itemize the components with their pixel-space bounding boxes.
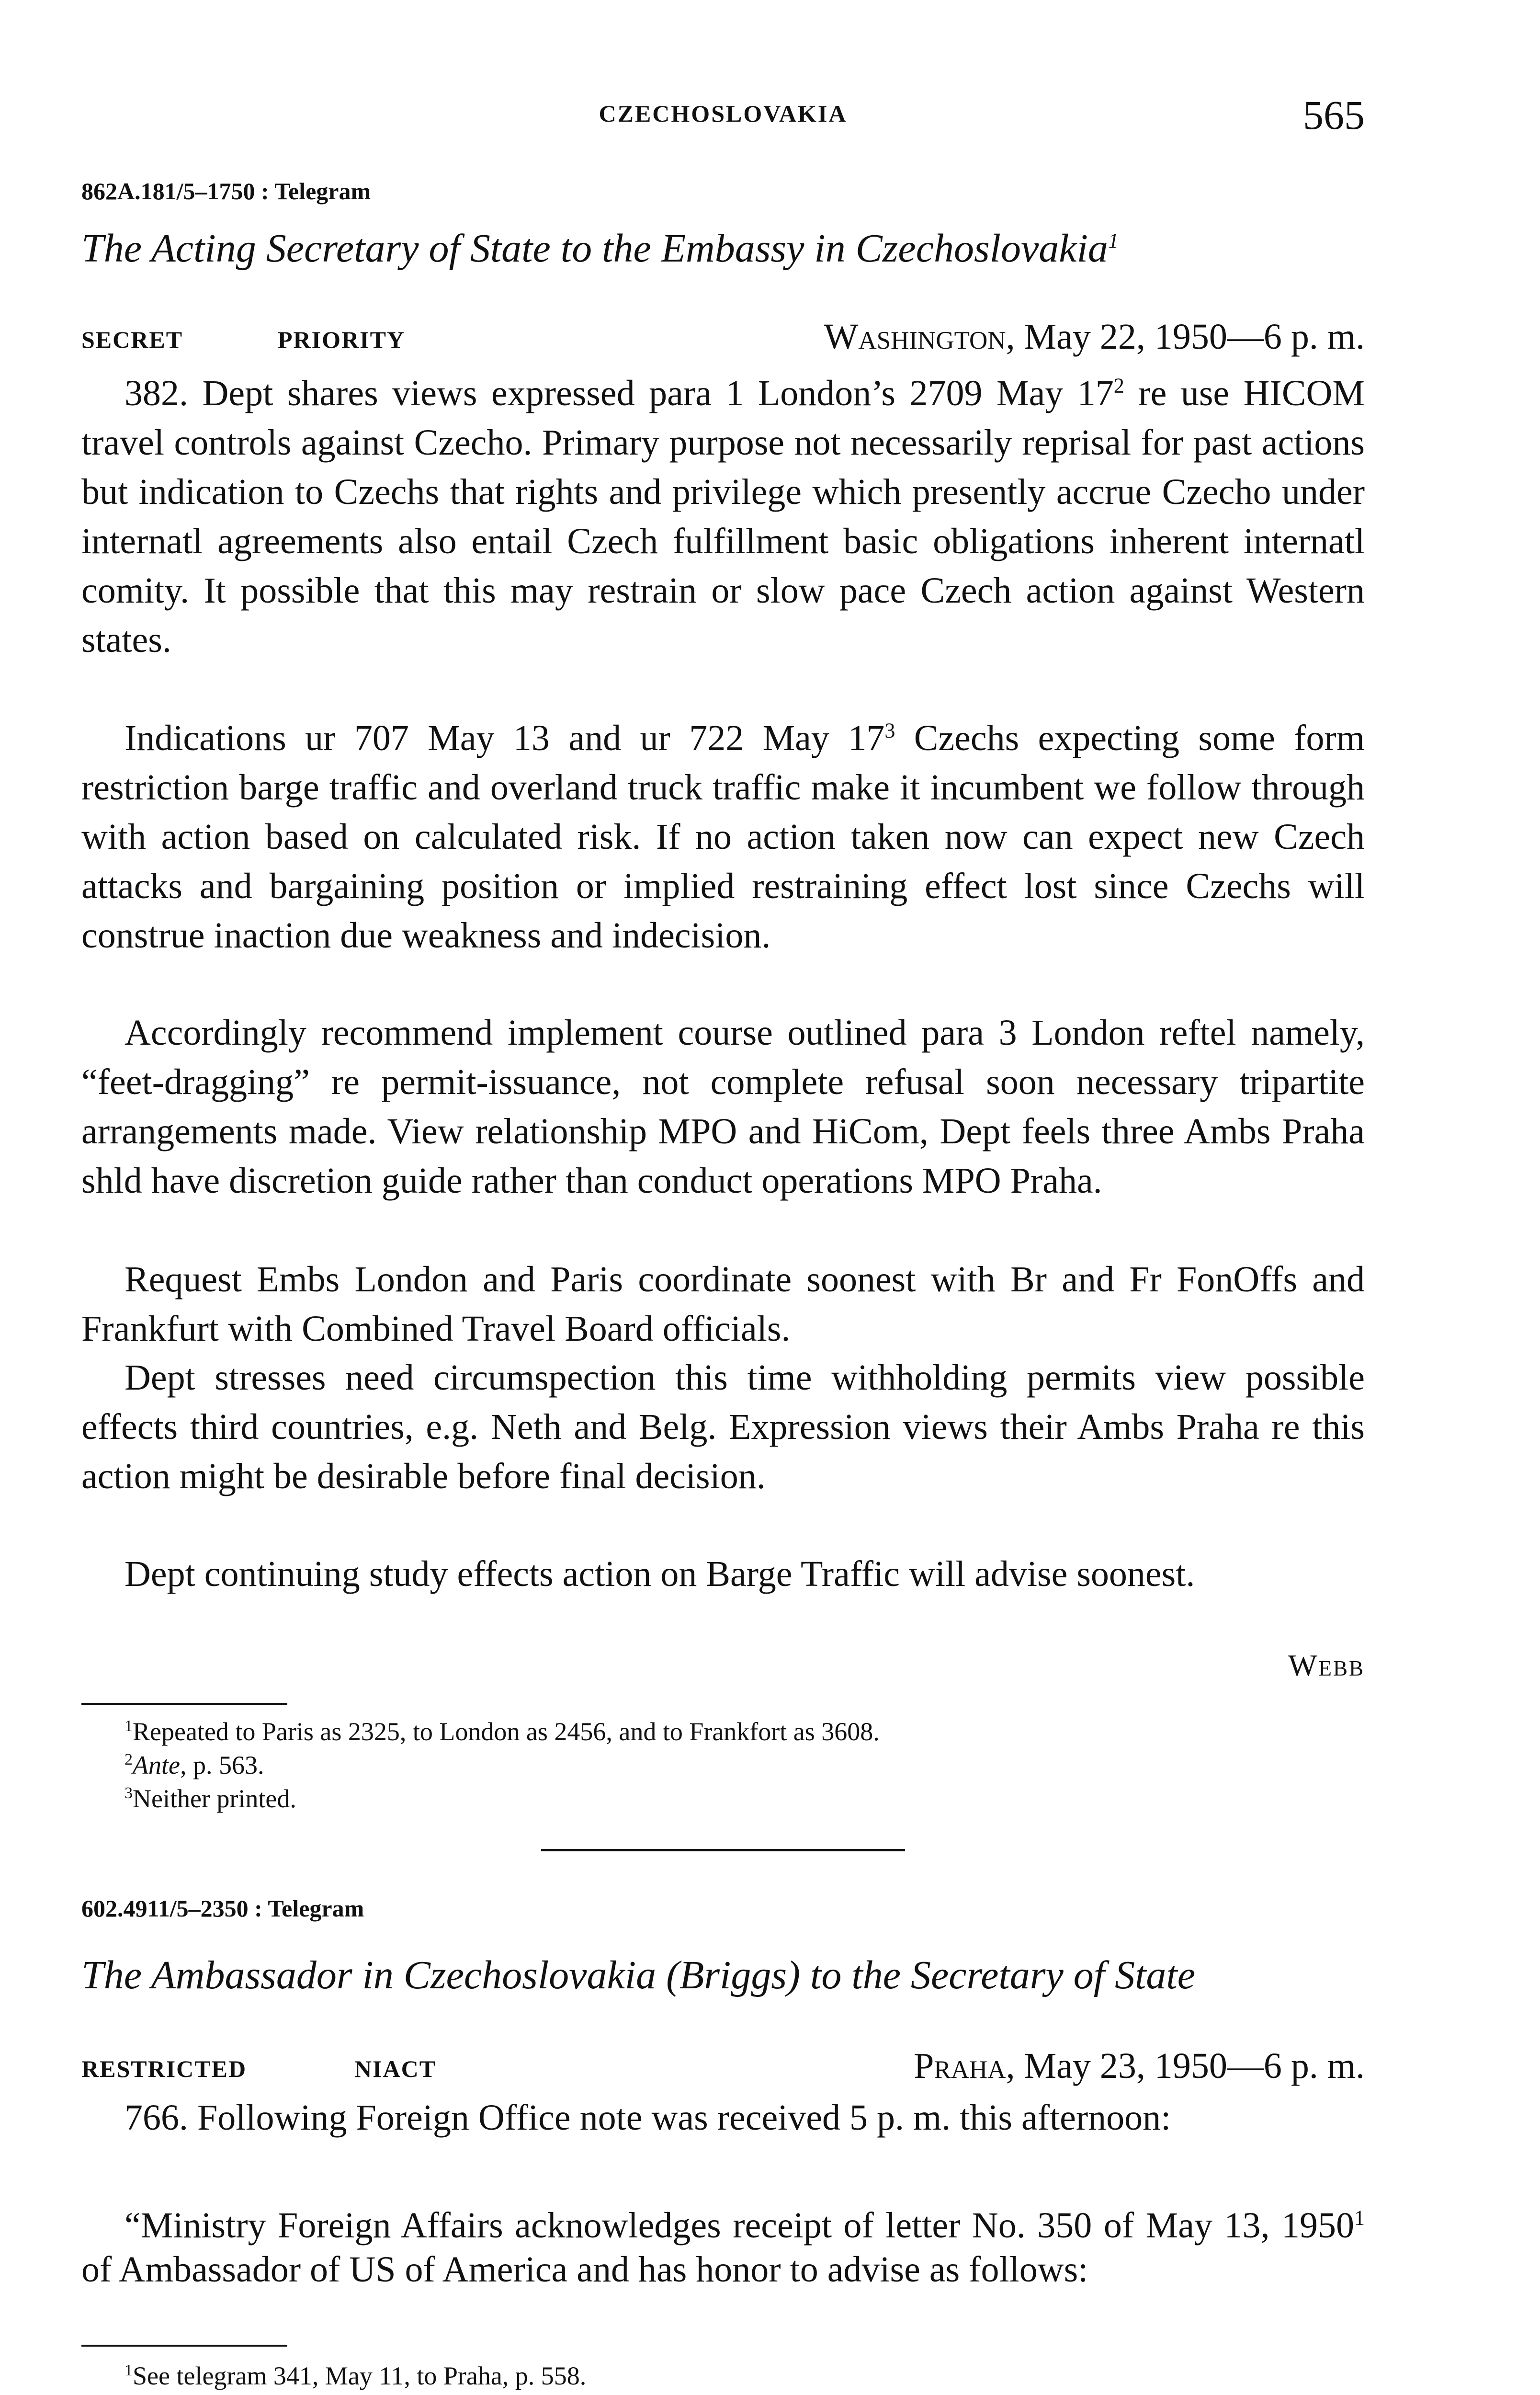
doc1-paragraph-5: Dept stresses need circumspection this time withholding permits view possible effects third countries, e.g. Neth and Belg. Expression views their Ambs Praha re this action might be desirable before final decision. [81,1357,1365,1496]
doc2-quote-note: 1 [1354,2206,1365,2230]
doc2-paragraph-1: 766. Following Foreign Office note was received 5 p. m. this afternoon: [125,2098,1171,2138]
doc1-fn1-text: Repeated to Paris as 2325, to London as 2456, and to Frankfort as 3608. [133,1717,880,1746]
doc2-quote-text-b: of Ambassador of US of America and has honor to advise as follows: [81,2249,1088,2290]
doc1-fn3-text: Neither printed. [133,1784,296,1813]
doc1-p1-note: 2 [1113,374,1124,398]
doc1-dateline [824,316,1365,358]
doc2-classification: RESTRICTED [81,2055,247,2082]
doc2-fn1-text: See telegram 341, May 11, to Praha, p. 558. [133,2361,587,2390]
doc1-fn2-mark: 2 [125,1751,133,1768]
doc1-precedence: PRIORITY [278,326,406,353]
doc1-date: , May 22, 1950—6 p. m. [1006,317,1365,357]
doc1-place: Washington [824,317,1006,357]
doc2-dateline [914,2045,1365,2087]
doc1-file-ref: 862A.181/5–1750 : Telegram [81,178,371,205]
doc2-footnote-1 [125,2359,586,2393]
doc2-classification-line [81,2045,1365,2088]
document-page [81,0,1365,2395]
page-number: 565 [1303,92,1365,138]
doc1-footnote-3 [125,1782,296,1815]
doc2-quote-text-a: “Ministry Foreign Affairs acknowledges receipt of letter No. 350 of May 13, 1950 [125,2205,1354,2246]
doc1-footnote-2 [125,1748,264,1782]
doc1-signature: Webb [1288,1648,1365,1682]
doc1-p2-note: 3 [884,718,895,742]
doc1-fn2-italic: Ante, [133,1751,187,1779]
running-title: CZECHOSLOVAKIA [599,100,848,127]
doc1-footnote-rule [81,1703,287,1705]
doc1-fn1-mark: 1 [125,1717,133,1735]
doc1-classification-line [81,316,1365,359]
doc1-paragraph-4: Request Embs London and Paris coordinate soonest with Br and Fr FonOffs and Frankfurt with Combined Travel Board officials. [81,1259,1365,1349]
document-separator-rule [541,1849,905,1851]
doc2-footnote-rule [81,2345,287,2347]
doc1-paragraph-1 [81,369,1365,665]
doc2-precedence: NIACT [354,2055,437,2082]
doc2-fn1-mark: 1 [125,2361,133,2379]
doc1-p2-text-a: Indications ur 707 May 13 and ur 722 May 17 [125,718,885,758]
doc1-footnote-1 [125,1715,880,1748]
doc1-fn3-mark: 3 [125,1784,133,1802]
doc2-quote-paragraph [81,2203,1365,2292]
doc2-place: Praha [914,2046,1006,2086]
doc2-title: The Ambassador in Czechoslovakia (Briggs) to the Secretary of State [81,1953,1196,1997]
doc1-classification: SECRET [81,326,183,353]
doc1-title [81,225,1365,272]
doc1-paragraph-2 [81,714,1365,960]
doc1-p1-text-a: 382. Dept shares views expressed para 1 London’s 2709 May 17 [125,373,1114,413]
doc2-date: , May 23, 1950—6 p. m. [1006,2046,1365,2086]
doc1-title-note: 1 [1108,229,1119,252]
doc1-fn2-text: p. 563. [186,1751,264,1779]
running-head [81,91,1365,139]
doc1-p1-text-b: re use HICOM travel controls against Czecho. Primary purpose not necessarily reprisal for past actions but indication to Czechs that rights and privilege which presently accrue Czecho under internatl agreements also entail Czech fulfillment basic obligations inherent internatl comity. It possible that this may restrain or slow pace Czech action against Western states. [81,373,1365,660]
doc2-file-ref: 602.4911/5–2350 : Telegram [81,1895,364,1922]
doc1-paragraph-6: Dept continuing study effects action on Barge Traffic will advise soonest. [125,1554,1195,1594]
doc1-title-text: The Acting Secretary of State to the Embassy in Czechoslovakia [81,226,1108,271]
doc1-paragraph-3: Accordingly recommend implement course outlined para 3 London reftel namely, “feet-dragging” re permit-issuance, not complete refusal soon necessary tripartite arrangements made. View relationship MPO and HiCom, Dept feels three Ambs Praha shld have discretion guide rather than conduct operations MPO Praha. [81,1013,1365,1201]
doc1-p2-text-b: Czechs expecting some form restriction barge traffic and overland truck traffic make it incumbent we follow through with action based on calculated risk. If no action taken now can expect new Czech attacks and bargaining position or implied restraining effect lost since Czechs will construe inaction due weakness and indecision. [81,718,1365,956]
